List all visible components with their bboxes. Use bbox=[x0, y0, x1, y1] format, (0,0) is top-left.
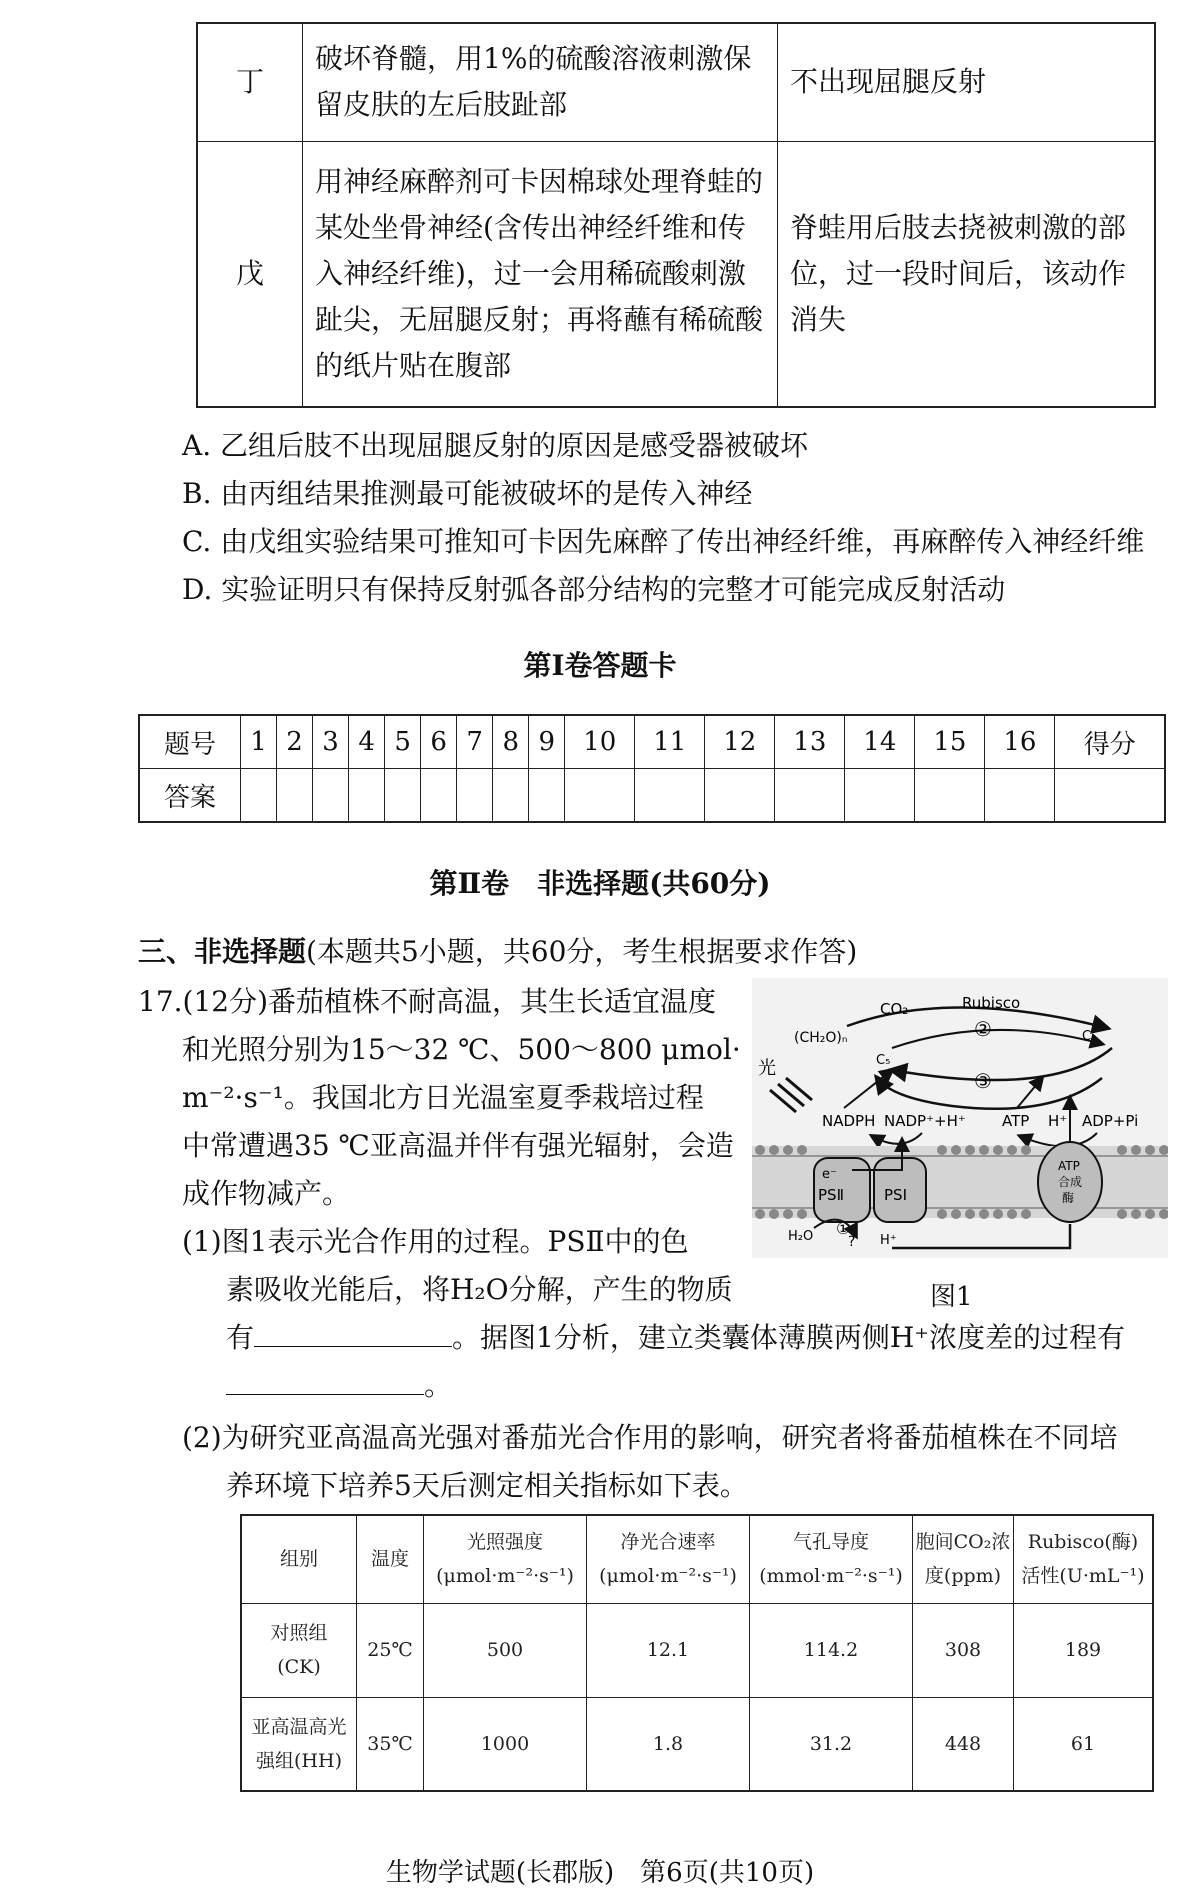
table-row bbox=[139, 769, 1165, 823]
rubisco-label: Rubisco bbox=[962, 994, 1021, 1012]
table-row bbox=[197, 141, 1155, 407]
answer-cell[interactable] bbox=[277, 769, 313, 823]
header-cell bbox=[424, 1515, 587, 1603]
header-cell: 组别 bbox=[241, 1515, 357, 1603]
answer-card-table bbox=[138, 714, 1166, 823]
header-line: 光照强度 bbox=[466, 1531, 543, 1554]
table-row bbox=[197, 23, 1155, 141]
answer-blank-1[interactable] bbox=[254, 1316, 452, 1347]
net-rate-cell: 12.1 bbox=[587, 1603, 750, 1697]
answer-cell[interactable] bbox=[385, 769, 421, 823]
question-number-cell: 1 bbox=[241, 715, 277, 769]
header-cell bbox=[587, 1515, 750, 1603]
light-label: 光 bbox=[758, 1058, 776, 1079]
question-number-cell: 4 bbox=[349, 715, 385, 769]
ch2o-label: (CH₂O)ₙ bbox=[794, 1030, 848, 1046]
answer-cell[interactable] bbox=[493, 769, 529, 823]
question-number-cell: 16 bbox=[985, 715, 1055, 769]
c5-label: C₅ bbox=[876, 1053, 891, 1068]
q17-text: 中常遭遇35 ℃亚高温并伴有强光辐射，会造 bbox=[182, 1129, 734, 1162]
ps2-label: PSⅡ bbox=[818, 1186, 844, 1204]
q17-sub1-blank-line-2 bbox=[226, 1362, 452, 1410]
header-cell: 温度 bbox=[357, 1515, 424, 1603]
step-1-label: ① bbox=[836, 1219, 851, 1238]
nadph-label: NADPH bbox=[822, 1112, 876, 1130]
q17-sub2: 养环境下培养5天后测定相关指标如下表。 bbox=[226, 1469, 748, 1502]
data-table bbox=[240, 1514, 1154, 1792]
c3-label: C₃ bbox=[1082, 1029, 1097, 1044]
net-rate-cell: 1.8 bbox=[587, 1697, 750, 1791]
group-cell bbox=[241, 1697, 357, 1791]
procedure-cell: 破坏脊髓，用1%的硫酸溶液刺激保留皮肤的左后肢趾部 bbox=[303, 23, 778, 141]
answer-cell[interactable] bbox=[457, 769, 493, 823]
header-line: 气孔导度 bbox=[792, 1531, 869, 1554]
answer-cell[interactable] bbox=[565, 769, 635, 823]
h-plus-label: H⁺ bbox=[1048, 1112, 1068, 1130]
co2-cell: 448 bbox=[913, 1697, 1014, 1791]
group-cell bbox=[241, 1603, 357, 1697]
option-d: D. 实验证明只有保持反射弧各部分结构的完整才可能完成反射活动 bbox=[182, 573, 1006, 606]
question-number-cell: 12 bbox=[705, 715, 775, 769]
answer-cell[interactable] bbox=[915, 769, 985, 823]
header-line: (μmol·m⁻²·s⁻¹) bbox=[599, 1565, 737, 1588]
group-line: (CK) bbox=[277, 1656, 321, 1678]
header-line: (mmol·m⁻²·s⁻¹) bbox=[759, 1565, 903, 1588]
answer-cell[interactable] bbox=[529, 769, 565, 823]
nadp-label: NADP⁺+H⁺ bbox=[884, 1112, 966, 1130]
answer-card-title: 第Ⅰ卷答题卡 bbox=[523, 649, 677, 682]
temp-cell: 35℃ bbox=[357, 1697, 424, 1791]
q17-sub1: (1)图1表示光合作用的过程。PSⅡ中的色 bbox=[182, 1225, 689, 1258]
answer-cell[interactable] bbox=[313, 769, 349, 823]
group-cell: 丁 bbox=[197, 23, 303, 141]
atp-label: ATP bbox=[1002, 1112, 1030, 1130]
question-number-cell: 10 bbox=[565, 715, 635, 769]
option-b: B. 由丙组结果推测最可能被破坏的是传入神经 bbox=[182, 477, 753, 510]
question-number-cell: 8 bbox=[493, 715, 529, 769]
header-cell bbox=[913, 1515, 1014, 1603]
co2-cell: 308 bbox=[913, 1603, 1014, 1697]
header-cell bbox=[1014, 1515, 1154, 1603]
answer-cell[interactable] bbox=[845, 769, 915, 823]
h-plus-bottom-label: H⁺ bbox=[880, 1233, 897, 1248]
q17-text: 和光照分别为15～32 ℃、500～800 μmol· bbox=[182, 1033, 741, 1066]
q17-sub1: 素吸收光能后，将H₂O分解，产生的物质 bbox=[226, 1273, 733, 1306]
option-c: C. 由戊组实验结果可推知可卡因先麻醉了传出神经纤维，再麻醉传入神经纤维 bbox=[182, 525, 1145, 558]
temp-cell: 25℃ bbox=[357, 1603, 424, 1697]
co2-label: CO₂ bbox=[880, 1000, 909, 1018]
header-line: 净光合速率 bbox=[620, 1531, 716, 1554]
answer-cell[interactable] bbox=[421, 769, 457, 823]
q17-text: m⁻²·s⁻¹。我国北方日光温室夏季栽培过程 bbox=[182, 1081, 704, 1114]
experiment-table bbox=[196, 22, 1156, 408]
group-cell: 戊 bbox=[197, 141, 303, 407]
stomatal-cell: 114.2 bbox=[750, 1603, 913, 1697]
result-cell: 不出现屈腿反射 bbox=[778, 23, 1156, 141]
answer-blank-2[interactable] bbox=[226, 1364, 424, 1395]
question-number-cell: 2 bbox=[277, 715, 313, 769]
header-line: Rubisco(酶) bbox=[1027, 1531, 1139, 1554]
answer-cell[interactable] bbox=[349, 769, 385, 823]
header-line: (μmol·m⁻²·s⁻¹) bbox=[436, 1565, 574, 1588]
table-header-row bbox=[241, 1515, 1153, 1603]
electron-label: e⁻ bbox=[822, 1167, 837, 1182]
q17-sub2: (2)为研究亚高温高光强对番茄光合作用的影响，研究者将番茄植株在不同培 bbox=[182, 1421, 1118, 1454]
answer-cell[interactable] bbox=[705, 769, 775, 823]
question-number-cell: 13 bbox=[775, 715, 845, 769]
section-heading bbox=[138, 928, 857, 976]
rubisco-cell: 61 bbox=[1014, 1697, 1154, 1791]
q17-sub1: 有 bbox=[226, 1321, 255, 1354]
header-line: 胞间CO₂浓 bbox=[915, 1531, 1011, 1554]
answer-cell[interactable] bbox=[775, 769, 845, 823]
score-label: 得分 bbox=[1055, 715, 1165, 769]
ps1-label: PSⅠ bbox=[884, 1186, 907, 1204]
procedure-cell: 用神经麻醉剂可卡因棉球处理脊蛙的某处坐骨神经(含传出神经纤维和传入神经纤维)，过一会用稀硫酸刺激趾尖，无屈腿反射；再将蘸有稀硫酸的纸片贴在腹部 bbox=[303, 141, 778, 407]
answer-cell[interactable] bbox=[985, 769, 1055, 823]
q17-text: 番茄植株不耐高温，其生长适宜温度 bbox=[268, 985, 717, 1018]
question-mark-label: ? bbox=[848, 1234, 856, 1250]
table-row bbox=[139, 715, 1165, 769]
atp-synthase-label: 酶 bbox=[1062, 1191, 1075, 1205]
question-number-cell: 9 bbox=[529, 715, 565, 769]
q17-sub1: 。 bbox=[424, 1369, 453, 1402]
q17-sub1: 。据图1分析，建立类囊体薄膜两侧H⁺浓度差的过程有 bbox=[452, 1321, 1126, 1354]
question-number-cell: 3 bbox=[313, 715, 349, 769]
adp-pi-label: ADP+Pi bbox=[1082, 1112, 1139, 1130]
question-number-cell: 6 bbox=[421, 715, 457, 769]
answer-cell[interactable] bbox=[241, 769, 277, 823]
question-number-cell: 11 bbox=[635, 715, 705, 769]
question-number-label: 题号 bbox=[139, 715, 241, 769]
option-a: A. 乙组后肢不出现屈腿反射的原因是感受器被破坏 bbox=[182, 429, 809, 462]
photosynthesis-diagram bbox=[752, 978, 1168, 1258]
group-line: 对照组 bbox=[270, 1622, 328, 1644]
part2-title: 第Ⅱ卷 非选择题(共60分) bbox=[429, 867, 771, 900]
figure-caption: 图1 bbox=[930, 1282, 973, 1312]
q17-score: (12分) bbox=[182, 985, 269, 1018]
h2o-label: H₂O bbox=[788, 1229, 814, 1244]
table-row bbox=[241, 1603, 1153, 1697]
group-line: 亚高温高光 bbox=[251, 1715, 347, 1738]
page-footer: 生物学试题(长郡版) 第6页(共10页) bbox=[385, 1858, 815, 1888]
group-line: 强组(HH) bbox=[256, 1749, 342, 1772]
q17-text: 成作物减产。 bbox=[182, 1177, 351, 1210]
step-3-label: ③ bbox=[974, 1069, 992, 1093]
light-cell: 1000 bbox=[424, 1697, 587, 1791]
section-heading-note: (本题共5小题，共60分，考生根据要求作答) bbox=[306, 935, 858, 968]
question-number-cell: 5 bbox=[385, 715, 421, 769]
score-cell[interactable] bbox=[1055, 769, 1165, 823]
step-2-label: ② bbox=[974, 1017, 992, 1041]
answer-label: 答案 bbox=[139, 769, 241, 823]
header-line: 度(ppm) bbox=[924, 1565, 1002, 1588]
answer-cell[interactable] bbox=[635, 769, 705, 823]
table-row bbox=[241, 1697, 1153, 1791]
light-cell: 500 bbox=[424, 1603, 587, 1697]
q17-intro bbox=[138, 978, 758, 1314]
question-number-cell: 15 bbox=[915, 715, 985, 769]
header-cell bbox=[750, 1515, 913, 1603]
rubisco-cell: 189 bbox=[1014, 1603, 1154, 1697]
atp-synthase-label: ATP bbox=[1058, 1159, 1080, 1173]
header-line: 活性(U·mL⁻¹) bbox=[1021, 1565, 1145, 1588]
q17-number: 17. bbox=[138, 985, 183, 1018]
atp-synthase-label: 合成 bbox=[1058, 1175, 1083, 1189]
stomatal-cell: 31.2 bbox=[750, 1697, 913, 1791]
q17-sub1-blank-line bbox=[226, 1314, 1176, 1362]
question-number-cell: 7 bbox=[457, 715, 493, 769]
question-number-cell: 14 bbox=[845, 715, 915, 769]
result-cell: 脊蛙用后肢去挠被刺激的部位，过一段时间后，该动作消失 bbox=[778, 141, 1156, 407]
section-heading-title: 三、非选择题 bbox=[138, 935, 307, 968]
